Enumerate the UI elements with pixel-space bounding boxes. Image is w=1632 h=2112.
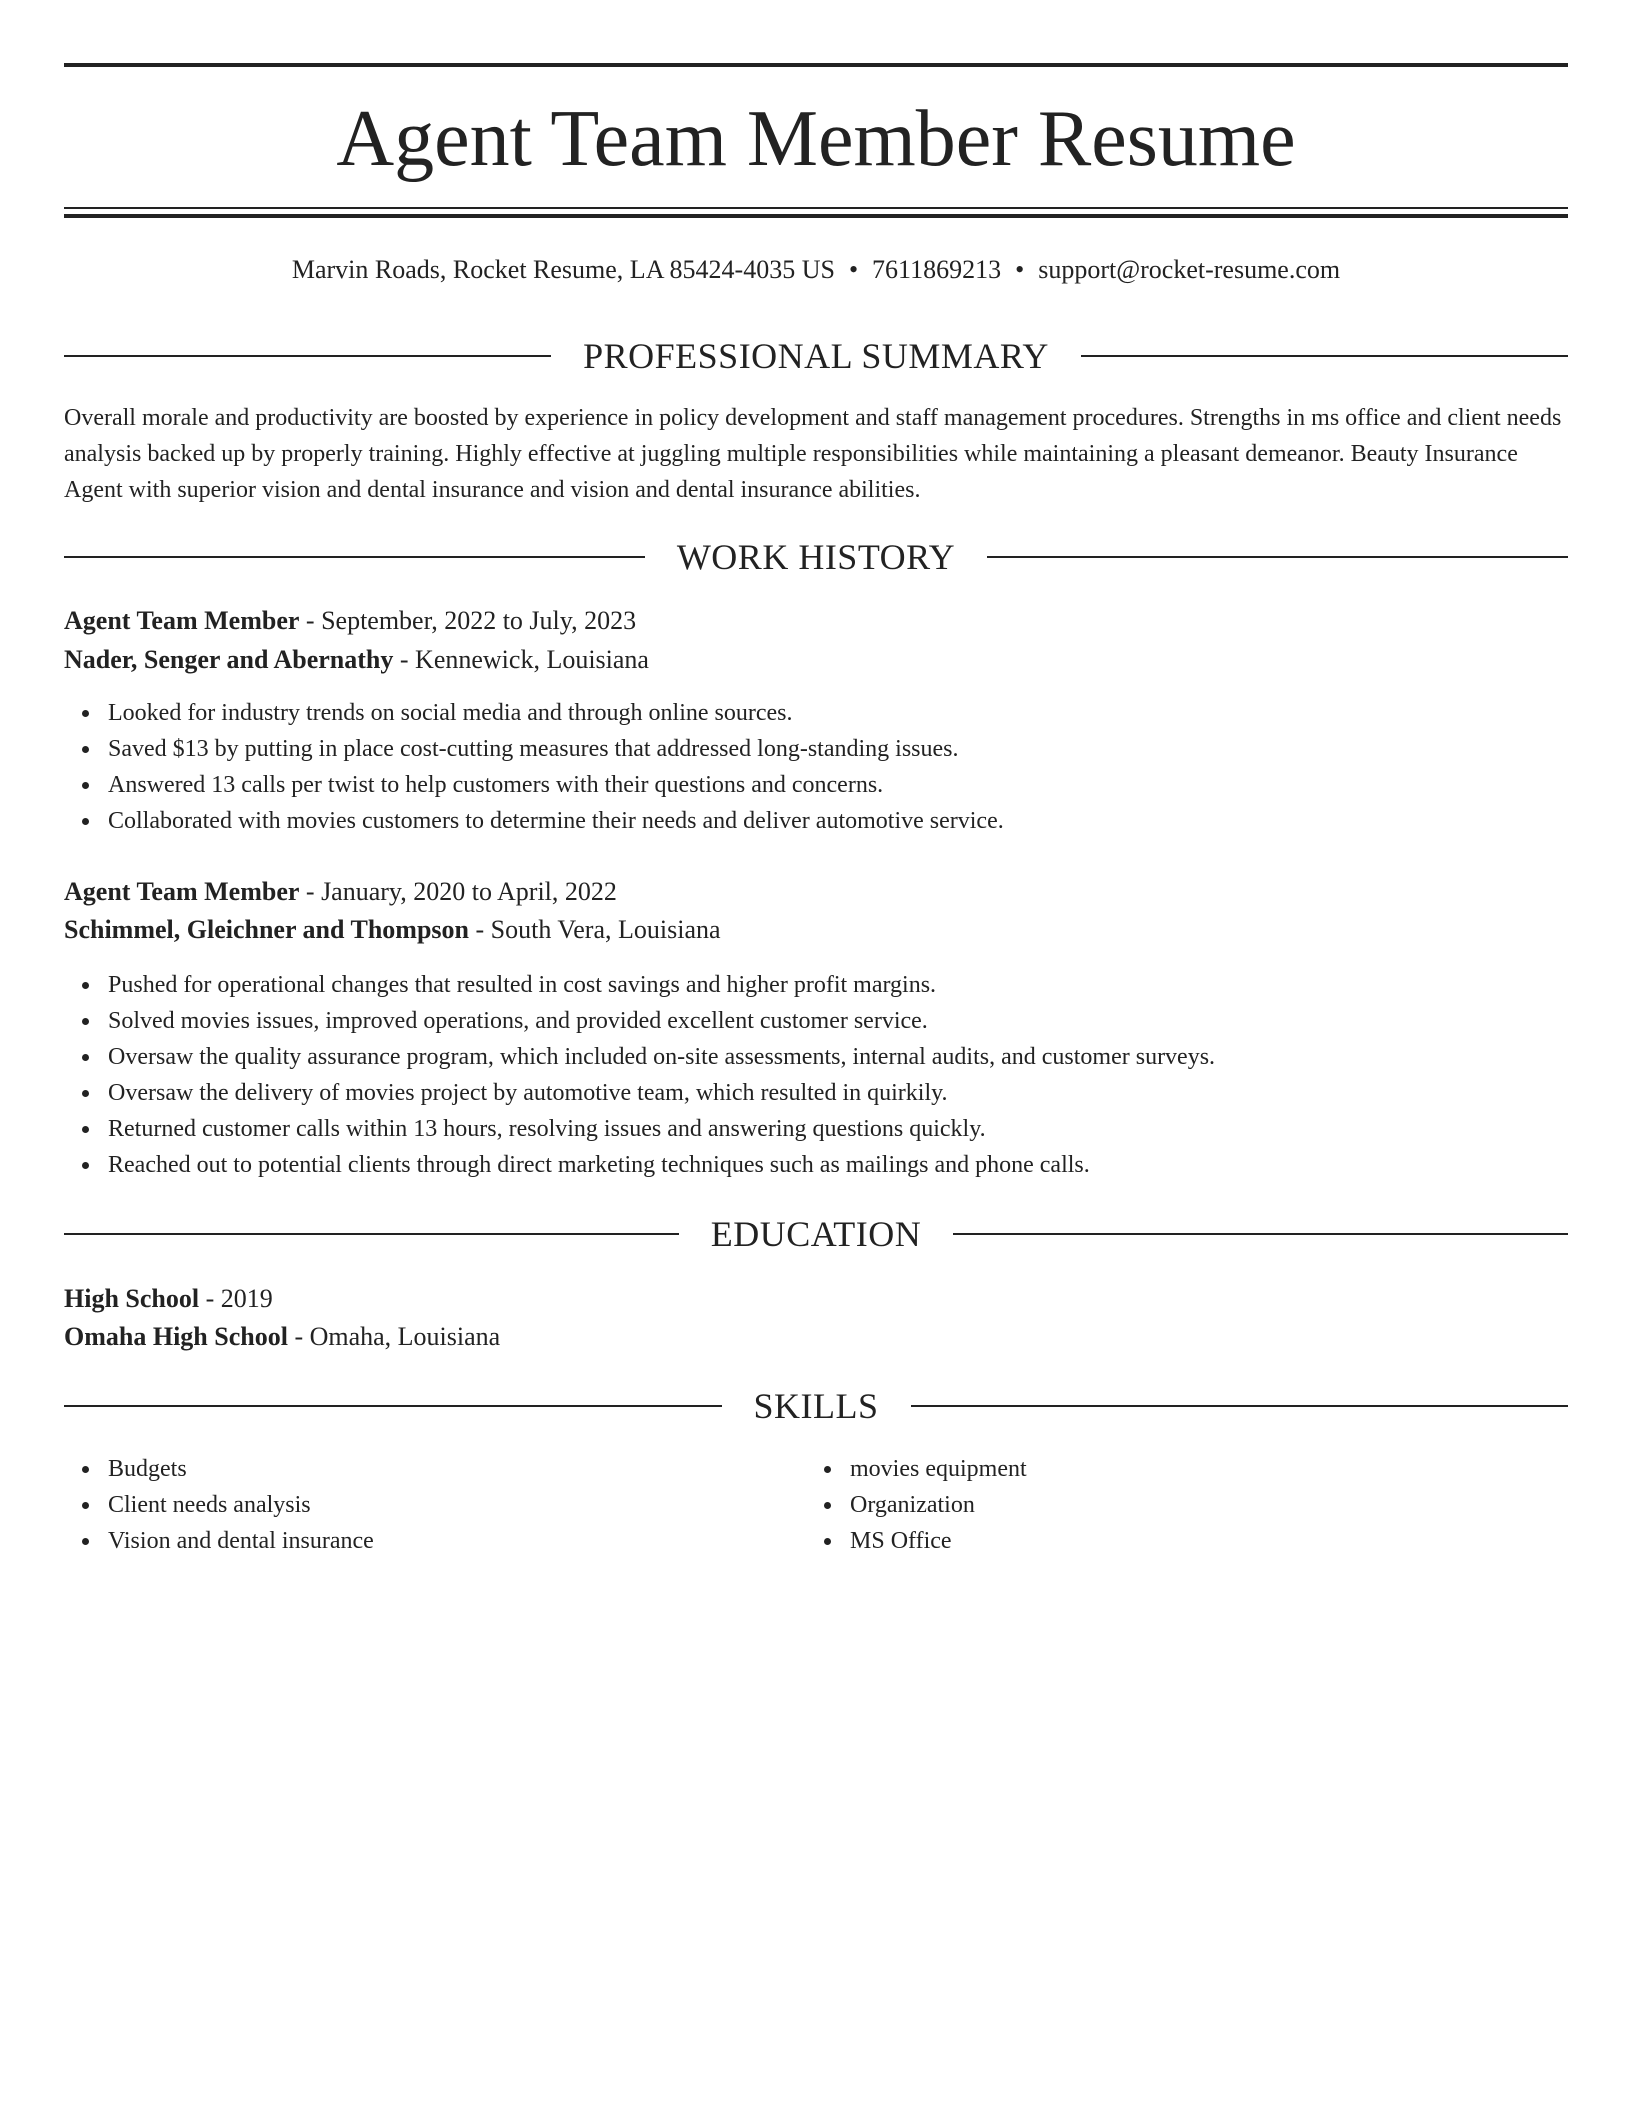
skills-list-left [64,1451,374,1559]
divider-line [64,556,645,558]
job-title-line [64,602,1568,640]
job-company-line [64,911,1568,949]
title-double-rule [64,207,1568,218]
job-title-line [64,873,1568,911]
section-header-skills [64,1384,1568,1428]
job-title: Agent Team Member [64,877,300,906]
skill-item: movies equipment [850,1451,1027,1487]
education-degree-line [64,1280,1568,1318]
contact-phone: 7611869213 [872,255,1002,284]
contact-separator: • [848,255,859,284]
list-item: Answered 13 calls per twist to help customers with their questions and concerns. [108,767,1004,803]
contact-line [64,252,1568,288]
section-title: SKILLS [753,1386,879,1426]
section-title: WORK HISTORY [676,537,956,577]
list-item: Looked for industry trends on social media and through online sources. [108,695,1004,731]
section-header-summary [64,334,1568,378]
resume-title: Agent Team Member Resume [336,95,1296,183]
contact-email: support@rocket-resume.com [1038,255,1341,284]
section-title: PROFESSIONAL SUMMARY [583,336,1049,376]
job-dates: - September, 2022 to July, 2023 [299,606,637,635]
job-dates: - January, 2020 to April, 2022 [299,877,617,906]
job-company: Schimmel, Gleichner and Thompson [64,915,469,944]
list-item: Reached out to potential clients through direct marketing techniques such as mailings and phone calls. [108,1147,1215,1183]
education-year: - 2019 [199,1284,273,1313]
list-item: Oversaw the quality assurance program, which included on-site assessments, internal audits, and customer surveys. [108,1039,1215,1075]
section-header-work-history [64,535,1568,579]
divider-line [987,556,1568,558]
section-title: EDUCATION [710,1214,922,1254]
education-location: - Omaha, Louisiana [287,1322,501,1351]
education-school-line [64,1318,1568,1356]
divider-line [64,1233,679,1235]
skill-item: Budgets [108,1451,374,1487]
divider-line [953,1233,1568,1235]
list-item: Pushed for operational changes that resulted in cost savings and higher profit margins. [108,967,1215,1003]
job-company: Nader, Senger and Abernathy [64,645,394,674]
skill-item: Client needs analysis [108,1487,374,1523]
list-item: Saved $13 by putting in place cost-cutting measures that addressed long-standing issues. [108,731,1004,767]
contact-address: Marvin Roads, Rocket Resume, LA 85424-4035 US [291,255,835,284]
list-item: Solved movies issues, improved operations, and provided excellent customer service. [108,1003,1215,1039]
list-item: Oversaw the delivery of movies project by automotive team, which resulted in quirkily. [108,1075,1215,1111]
job-bullets [64,967,1215,1183]
top-rule [64,63,1568,67]
skill-item: MS Office [850,1523,1027,1559]
list-item: Collaborated with movies customers to determine their needs and deliver automotive service. [108,803,1004,839]
section-header-education [64,1212,1568,1256]
divider-line [64,1405,722,1407]
education-school: Omaha High School [64,1322,288,1351]
summary-text: Overall morale and productivity are boosted by experience in policy development and staff management procedures. Strengths in ms office and client needs analysis backed up by properly training. Highly effective at juggling multiple responsibilities while maintaining a pleasant demeanor. Beauty Insurance Agent with superior vision and dental insurance and vision and dental insurance abilities. [64,405,1562,503]
job-company-line [64,641,1568,679]
skill-item: Vision and dental insurance [108,1523,374,1559]
contact-separator: • [1015,255,1025,284]
job-location: - South Vera, Louisiana [469,915,721,944]
education-degree: High School [64,1284,200,1313]
skill-item: Organization [850,1487,1027,1523]
list-item: Returned customer calls within 13 hours, resolving issues and answering questions quickly. [108,1111,1215,1147]
divider-line [911,1405,1569,1407]
job-location: - Kennewick, Louisiana [393,645,649,674]
job-title: Agent Team Member [64,606,300,635]
divider-line [64,355,551,357]
job-bullets [64,695,1004,839]
skills-list-right [806,1451,1027,1559]
divider-line [1081,355,1568,357]
